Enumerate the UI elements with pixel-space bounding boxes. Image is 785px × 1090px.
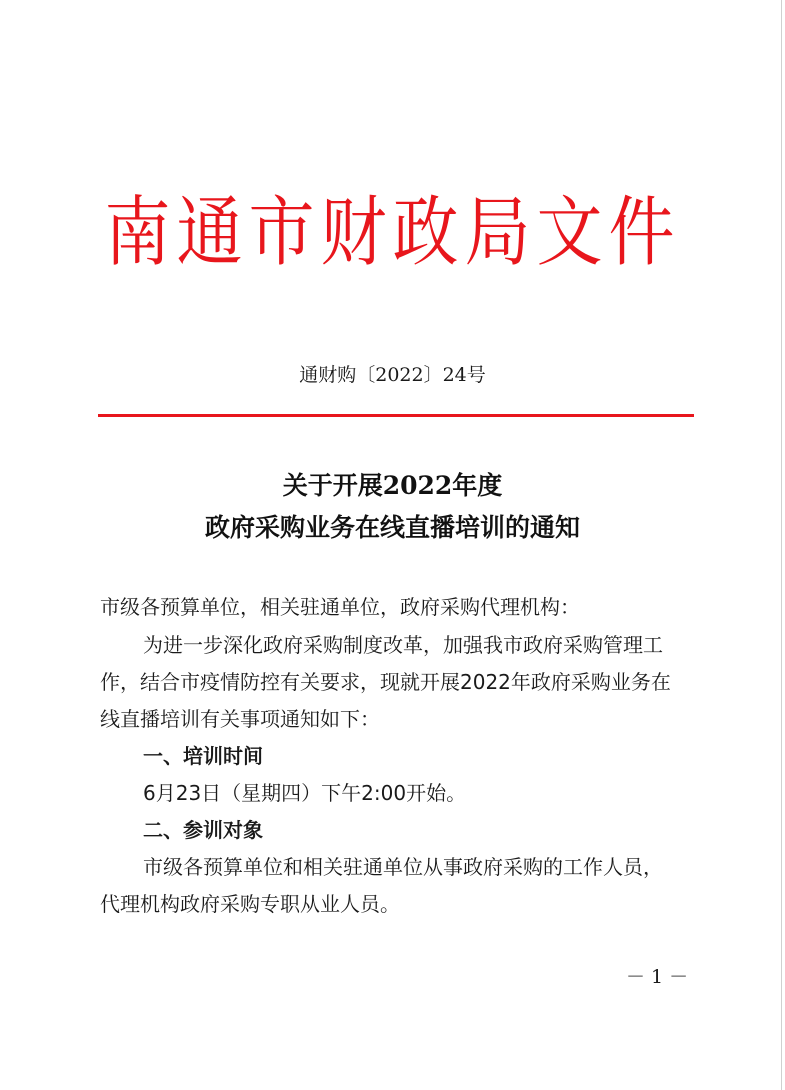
section-body-training-time: 6月23日（星期四）下午2:00开始。 — [143, 781, 467, 805]
salutation: 市级各预算单位，相关驻通单位，政府采购代理机构： — [100, 595, 580, 619]
notice-title-line-1: 关于开展2022年度 — [282, 471, 503, 500]
page-edge — [781, 0, 782, 1090]
section-body-participants-line-1: 市级各预算单位和相关驻通单位从事政府采购的工作人员， — [143, 855, 663, 879]
intro-line-2: 作，结合市疫情防控有关要求，现就开展2022年政府采购业务在 — [100, 670, 671, 694]
section-body-participants-line-2: 代理机构政府采购专职从业人员。 — [100, 892, 400, 916]
intro-line-1: 为进一步深化政府采购制度改革，加强我市政府采购管理工 — [143, 633, 663, 657]
red-divider-rule — [98, 414, 694, 417]
document-number: 通财购〔2022〕24号 — [299, 364, 486, 386]
notice-title-line-2: 政府采购业务在线直播培训的通知 — [204, 513, 580, 542]
section-heading-training-time: 一、培训时间 — [143, 744, 263, 768]
masthead-title: 南通市财政局文件 — [104, 188, 681, 277]
section-heading-participants: 二、参训对象 — [143, 818, 263, 842]
page-number: － 1 － — [626, 966, 689, 988]
intro-line-3: 线直播培训有关事项通知如下： — [100, 707, 380, 731]
